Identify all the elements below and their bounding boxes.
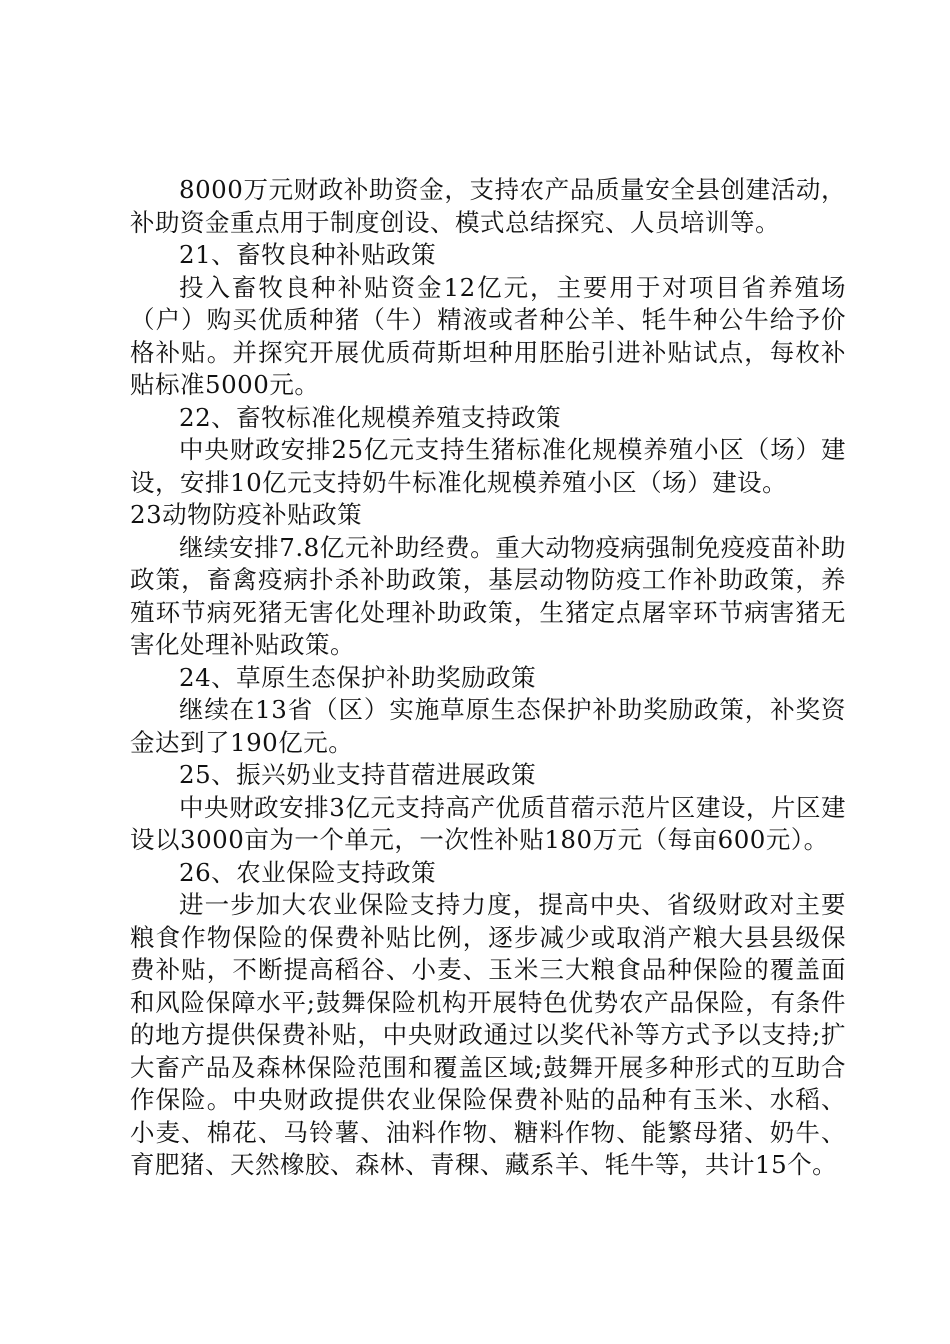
paragraph-animal-epidemic-prevention: 继续安排7.8亿元补助经费。重大动物疫病强制免疫疫苗补助政策，畜禽疫病扑杀补助政策，基层动物防疫工作补助政策，养殖环节病死猪无害化处理补助政策，生猪定点屠宰环节病害猪无害化处理补贴政策。 bbox=[130, 532, 846, 659]
heading-26-agricultural-insurance: 26、农业保险支持政策 bbox=[179, 857, 437, 887]
paragraph-grassland-protection: 继续在13省（区）实施草原生态保护补助奖励政策，补奖资金达到了190亿元。 bbox=[130, 695, 846, 757]
paragraph-livestock-breed-subsidy: 投入畜牧良种补贴资金12亿元，主要用于对项目省养殖场（户）购买优质种猪（牛）精液或者种公羊、牦牛种公牛给予价格补贴。并探究开展优质荷斯坦种用胚胎引进补贴试点，每枚补贴标准5000元。 bbox=[130, 272, 846, 399]
paragraph-quality-safety-funding: 8000万元财政补助资金，支持农产品质量安全县创建活动，补助资金重点用于制度创设、模式总结探究、人员培训等。 bbox=[130, 175, 846, 237]
heading-21-livestock-breed-subsidy: 21、畜牧良种补贴政策 bbox=[179, 240, 437, 269]
heading-22-standardized-farming: 22、畜牧标准化规模养殖支持政策 bbox=[179, 402, 562, 432]
paragraph-alfalfa-dairy: 中央财政安排3亿元支持高产优质苜蓿示范片区建设，片区建设以3000亩为一个单元，一次性补贴180万元（每亩600元）。 bbox=[130, 792, 846, 854]
heading-25-alfalfa-dairy: 25、振兴奶业支持苜蓿进展政策 bbox=[179, 760, 537, 789]
paragraph-standardized-farming: 中央财政安排25亿元支持生猪标准化规模养殖小区（场）建设，安排10亿元支持奶牛标准化规模养殖小区（场）建设。 bbox=[130, 435, 846, 497]
heading-23-animal-epidemic-prevention: 23动物防疫补贴政策 bbox=[130, 500, 363, 529]
heading-24-grassland-protection: 24、草原生态保护补助奖励政策 bbox=[179, 662, 537, 692]
paragraph-agricultural-insurance: 进一步加大农业保险支持力度，提高中央、省级财政对主要粮食作物保险的保费补贴比例，逐步减少或取消产粮大县县级保费补贴，不断提高稻谷、小麦、玉米三大粮食品种保险的覆盖面和风险保障水平;鼓舞保险机构开展特色优势农产品保险，有条件的地方提供保费补贴，中央财政通过以奖代补等方式予以支持;扩大畜产品及森林保险范围和覆盖区域;鼓舞开展多种形式的互助合作保险。中央财政提供农业保险保费补贴的品种有玉米、水稻、小麦、棉花、马铃薯、油料作物、糖料作物、能繁母猪、奶牛、育肥猪、天然橡胶、森林、青稞、藏系羊、牦牛等，共计15个。 bbox=[130, 890, 846, 1179]
document-body bbox=[130, 174, 846, 1182]
